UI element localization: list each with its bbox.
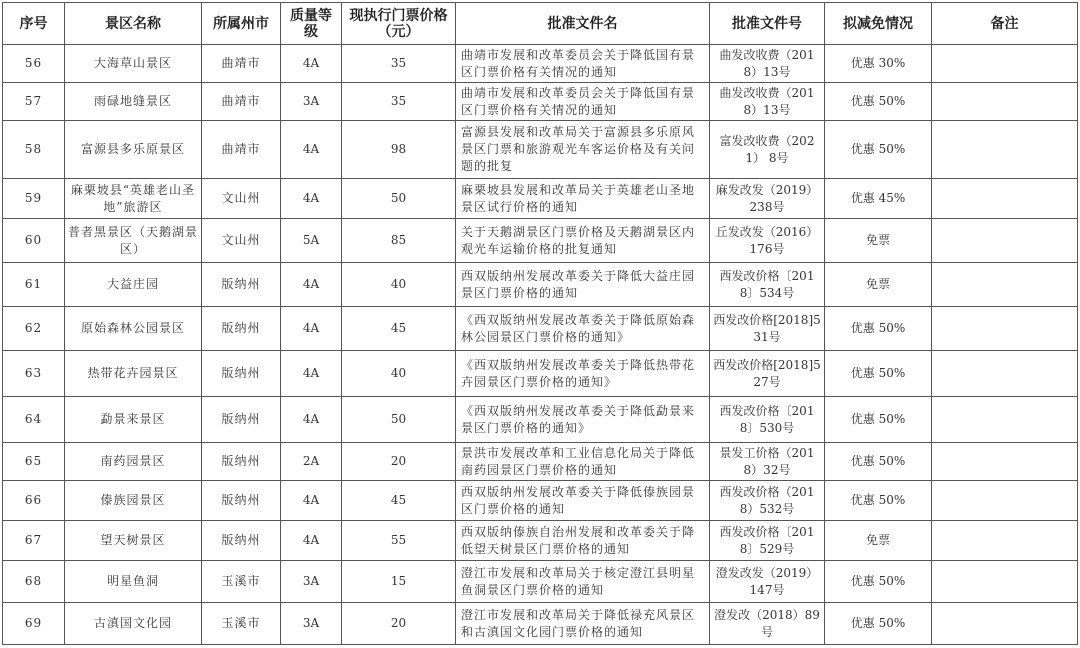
row-doc: 澄江市发展和改革局关于核定澄江县明星鱼洞景区门票价格的通知: [456, 561, 710, 603]
row-name: 普者黑景区（天鹅湖景区）: [65, 219, 202, 263]
row-no: 63: [3, 351, 65, 397]
table-row: [3, 521, 1078, 561]
table-row: [3, 179, 1078, 219]
row-note: [932, 219, 1078, 263]
row-doc: 曲靖市发展和改革委员会关于降低国有景区门票价格有关情况的通知: [456, 83, 710, 121]
row-no: 61: [3, 263, 65, 307]
table-row: [3, 397, 1078, 443]
row-discount: 优惠 50%: [825, 121, 932, 179]
row-note: [932, 561, 1078, 603]
table-row: [3, 263, 1078, 307]
row-doc: 澄江市发展和改革局关于降低禄充风景区和古滇国文化园门票价格的通知: [456, 603, 710, 645]
row-note: [932, 603, 1078, 645]
table-row: [3, 307, 1078, 351]
row-note: [932, 121, 1078, 179]
table-row: [3, 561, 1078, 603]
row-name: 傣族园景区: [65, 481, 202, 521]
row-grade: 4A: [281, 521, 342, 561]
table-row: [3, 45, 1078, 83]
table-row: [3, 481, 1078, 521]
row-no: 59: [3, 179, 65, 219]
row-note: [932, 443, 1078, 481]
row-note: [932, 45, 1078, 83]
row-docno: 曲发改收费（2018）13号: [710, 83, 825, 121]
header-row: [3, 3, 1078, 45]
row-discount: 免票: [825, 219, 932, 263]
row-docno: 澄发改发（2019）147号: [710, 561, 825, 603]
row-region: 曲靖市: [202, 121, 281, 179]
row-price: 50: [342, 397, 456, 443]
row-region: 版纳州: [202, 397, 281, 443]
header-region: 所属州市: [202, 3, 281, 45]
row-discount: 免票: [825, 521, 932, 561]
row-note: [932, 397, 1078, 443]
header-name: 景区名称: [65, 3, 202, 45]
row-region: 版纳州: [202, 263, 281, 307]
row-region: 玉溪市: [202, 561, 281, 603]
row-grade: 4A: [281, 263, 342, 307]
scenic-area-price-table: [2, 2, 1078, 645]
row-discount: 免票: [825, 263, 932, 307]
row-note: [932, 307, 1078, 351]
row-region: 玉溪市: [202, 603, 281, 645]
row-discount: 优惠 50%: [825, 561, 932, 603]
table-row: [3, 219, 1078, 263]
row-grade: 4A: [281, 45, 342, 83]
row-name: 古滇国文化园: [65, 603, 202, 645]
row-region: 文山州: [202, 219, 281, 263]
row-no: 57: [3, 83, 65, 121]
row-docno: 丘发改发（2016）176号: [710, 219, 825, 263]
row-docno: 西发改价格〔2018〕529号: [710, 521, 825, 561]
row-no: 69: [3, 603, 65, 645]
row-price: 85: [342, 219, 456, 263]
row-no: 62: [3, 307, 65, 351]
row-docno: 澄发改（2018）89号: [710, 603, 825, 645]
row-name: 麻栗坡县“英雄老山圣地”旅游区: [65, 179, 202, 219]
row-docno: 西发改价格〔2018〕530号: [710, 397, 825, 443]
table-row: [3, 443, 1078, 481]
row-doc: 西双版纳州发展改革委关于降低傣族园景区门票价格的通知: [456, 481, 710, 521]
row-no: 66: [3, 481, 65, 521]
row-no: 56: [3, 45, 65, 83]
row-name: 雨碌地缝景区: [65, 83, 202, 121]
row-docno: 西发改价格（2018）532号: [710, 481, 825, 521]
row-no: 64: [3, 397, 65, 443]
row-price: 55: [342, 521, 456, 561]
table-row: [3, 121, 1078, 179]
row-region: 版纳州: [202, 307, 281, 351]
row-grade: 4A: [281, 481, 342, 521]
row-grade: 3A: [281, 561, 342, 603]
row-price: 98: [342, 121, 456, 179]
row-name: 热带花卉园景区: [65, 351, 202, 397]
row-doc: 《西双版纳州发展改革委关于降低原始森林公园景区门票价格的通知》: [456, 307, 710, 351]
row-price: 40: [342, 263, 456, 307]
header-grade: 质量等级: [281, 3, 342, 45]
row-discount: 优惠 50%: [825, 397, 932, 443]
row-note: [932, 481, 1078, 521]
row-region: 版纳州: [202, 521, 281, 561]
row-name: 大海草山景区: [65, 45, 202, 83]
row-note: [932, 83, 1078, 121]
row-price: 45: [342, 481, 456, 521]
header-docno: 批准文件号: [710, 3, 825, 45]
row-name: 勐景来景区: [65, 397, 202, 443]
row-doc: 关于天鹅湖景区门票价格及天鹅湖景区内观光车运输价格的批复通知: [456, 219, 710, 263]
row-docno: 西发改价格[2018]531号: [710, 307, 825, 351]
row-doc: 西双版纳州发展改革委关于降低大益庄园景区门票价格的通知: [456, 263, 710, 307]
row-docno: 富发改收费（2021） 8号: [710, 121, 825, 179]
row-name: 大益庄园: [65, 263, 202, 307]
row-grade: 5A: [281, 219, 342, 263]
row-docno: 西发改价格[2018]527号: [710, 351, 825, 397]
header-no: 序号: [3, 3, 65, 45]
row-price: 35: [342, 83, 456, 121]
row-price: 15: [342, 561, 456, 603]
header-price: 现执行门票价格（元）: [342, 3, 456, 45]
row-doc: 曲靖市发展和改革委员会关于降低国有景区门票价格有关情况的通知: [456, 45, 710, 83]
row-note: [932, 179, 1078, 219]
row-docno: 曲发改收费（2018）13号: [710, 45, 825, 83]
row-price: 35: [342, 45, 456, 83]
row-grade: 4A: [281, 351, 342, 397]
row-price: 20: [342, 603, 456, 645]
row-grade: 3A: [281, 603, 342, 645]
header-doc: 批准文件名: [456, 3, 710, 45]
row-name: 富源县多乐原景区: [65, 121, 202, 179]
row-grade: 3A: [281, 83, 342, 121]
row-region: 曲靖市: [202, 45, 281, 83]
row-region: 曲靖市: [202, 83, 281, 121]
table-row: [3, 83, 1078, 121]
row-discount: 优惠 45%: [825, 179, 932, 219]
row-price: 40: [342, 351, 456, 397]
row-price: 20: [342, 443, 456, 481]
row-doc: 富源县发展和改革局关于富源县多乐原风景区门票和旅游观光车客运价格及有关问题的批复: [456, 121, 710, 179]
row-doc: 《西双版纳州发展改革委关于降低勐景来景区门票价格的通知》: [456, 397, 710, 443]
row-grade: 4A: [281, 121, 342, 179]
row-grade: 4A: [281, 179, 342, 219]
row-region: 文山州: [202, 179, 281, 219]
row-grade: 2A: [281, 443, 342, 481]
row-doc: 《西双版纳州发展改革委关于降低热带花卉园景区门票价格的通知》: [456, 351, 710, 397]
header-note: 备注: [932, 3, 1078, 45]
row-doc: 麻栗坡县发展和改革局关于英雄老山圣地景区试行价格的通知: [456, 179, 710, 219]
row-doc: 西双版纳傣族自治州发展和改革委关于降低望天树景区门票价格的通知: [456, 521, 710, 561]
row-discount: 优惠 50%: [825, 83, 932, 121]
row-grade: 4A: [281, 307, 342, 351]
row-region: 版纳州: [202, 481, 281, 521]
row-no: 60: [3, 219, 65, 263]
row-name: 南药园景区: [65, 443, 202, 481]
row-region: 版纳州: [202, 351, 281, 397]
row-name: 原始森林公园景区: [65, 307, 202, 351]
row-region: 版纳州: [202, 443, 281, 481]
row-discount: 优惠 50%: [825, 443, 932, 481]
row-name: 望天树景区: [65, 521, 202, 561]
row-docno: 麻发改发（2019）238号: [710, 179, 825, 219]
row-docno: 西发改价格〔2018〕534号: [710, 263, 825, 307]
row-note: [932, 351, 1078, 397]
row-grade: 4A: [281, 397, 342, 443]
row-price: 50: [342, 179, 456, 219]
table-row: [3, 603, 1078, 645]
row-name: 明星鱼洞: [65, 561, 202, 603]
row-doc: 景洪市发展改革和工业信息化局关于降低南药园景区门票价格的通知: [456, 443, 710, 481]
row-discount: 优惠 50%: [825, 351, 932, 397]
row-discount: 优惠 50%: [825, 603, 932, 645]
row-docno: 景发工价格（2018）32号: [710, 443, 825, 481]
row-price: 45: [342, 307, 456, 351]
table-row: [3, 351, 1078, 397]
row-no: 58: [3, 121, 65, 179]
row-discount: 优惠 50%: [825, 307, 932, 351]
row-discount: 优惠 50%: [825, 481, 932, 521]
row-note: [932, 521, 1078, 561]
row-no: 67: [3, 521, 65, 561]
row-discount: 优惠 30%: [825, 45, 932, 83]
header-discount: 拟减免情况: [825, 3, 932, 45]
row-no: 65: [3, 443, 65, 481]
row-no: 68: [3, 561, 65, 603]
row-note: [932, 263, 1078, 307]
